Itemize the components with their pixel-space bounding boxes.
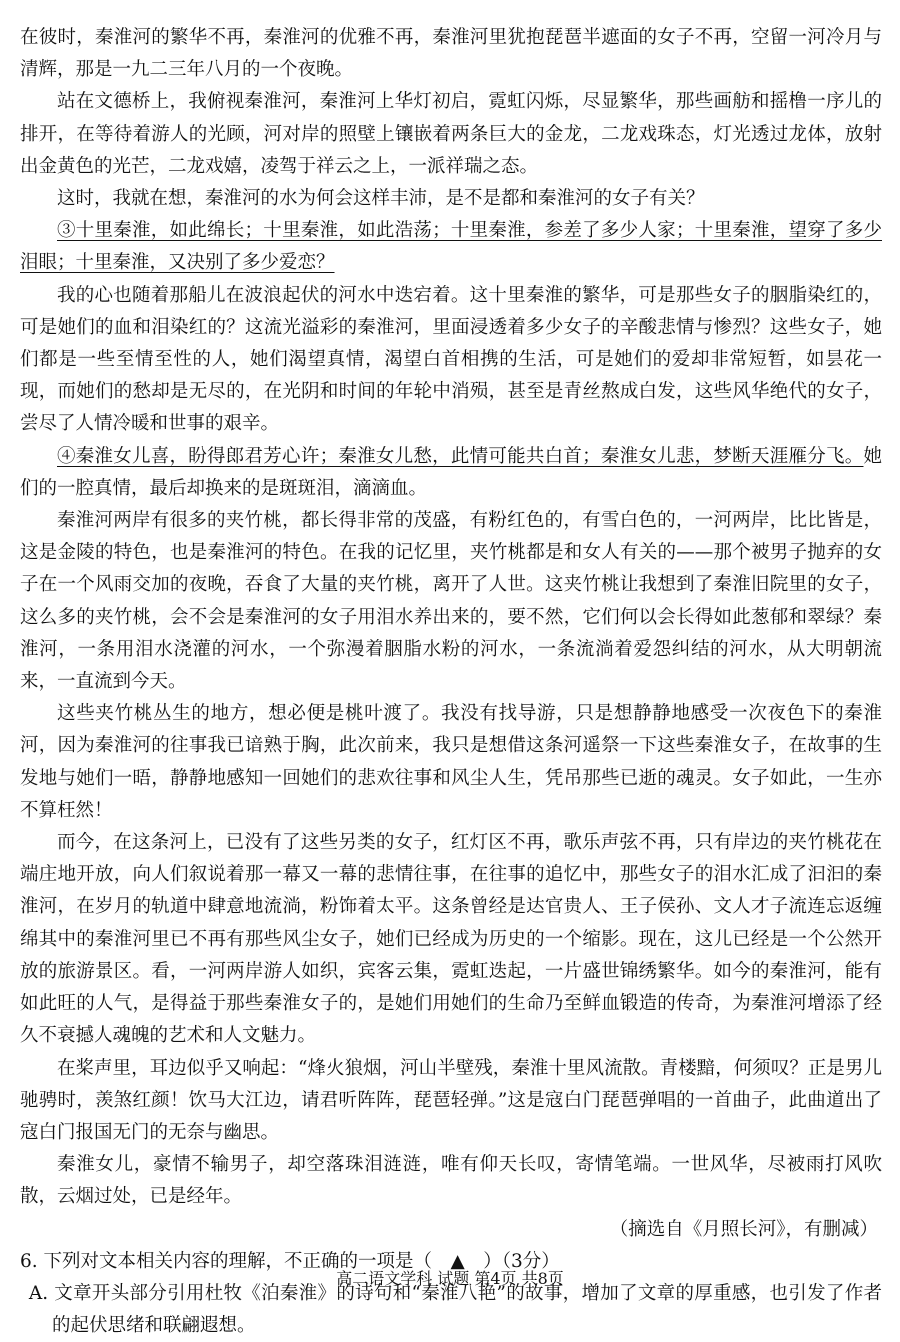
paragraph-text: 在彼时，秦淮河的繁华不再，秦淮河的优雅不再，秦淮河里犹抱琵琶半遮面的女子不再，空留一河冷月与清辉，那是一九二三年八月的一个夜晚。 [20, 27, 882, 81]
article-paragraph [20, 698, 882, 827]
article-paragraph [20, 215, 882, 279]
paragraph-text: 秦淮女儿，豪情不输男子，却空落珠泪涟涟，唯有仰天长叹，寄情笔端。一世风华，尽被雨打风吹散，云烟过处，已是经年。 [20, 1154, 882, 1208]
paragraph-text: 我的心也随着那船儿在波浪起伏的河水中迭宕着。这十里秦淮的繁华，可是那些女子的胭脂染红的，可是她们的血和泪染红的？这流光溢彩的秦淮河，里面浸透着多少女子的辛酸悲情与惨烈？这些女子，她们都是一些至情至性的人，她们渴望真情，渴望白首相携的生活，可是她们的爱却非常短暂，如昙花一现，而她们的愁却是无尽的，在光阴和时间的年轮中消殒，甚至是青丝熬成白发，这些风华绝代的女子，尝尽了人情冷暖和世事的艰辛。 [20, 284, 882, 435]
paragraph-text: 她们的一腔真情，最后却换来的是斑斑泪，滴滴血。 [20, 445, 882, 499]
article-paragraph [20, 183, 882, 215]
paragraph-text: 站在文德桥上，我俯视秦淮河，秦淮河上华灯初启，霓虹闪烁，尽显繁华，那些画舫和摇橹一序儿的排开，在等待着游人的光顾，河对岸的照壁上镶嵌着两条巨大的金龙，二龙戏珠态，灯光透过龙体，放射出金黄色的光芒，二龙戏嬉，凌驾于祥云之上，一派祥瑞之态。 [20, 91, 882, 177]
underlined-sentence: ③十里秦淮，如此绵长；十里秦淮，如此浩荡；十里秦淮，参差了多少人家；十里秦淮，望穿了多少泪眼；十里秦淮，又决别了多少爱恋？ [20, 220, 882, 274]
page-footer: 高二语文学科 试题 第4页 共8页 [336, 1269, 564, 1288]
paragraph-text: 而今，在这条河上，已没有了这些另类的女子，红灯区不再，歌乐声弦不再，只有岸边的夹竹桃花在端庄地开放，向人们叙说着那一幕又一幕的悲情往事，在往事的追忆中，那些女子的泪水汇成了汩汩的秦淮河，在岁月的轨道中肆意地流淌，粉饰着太平。这条曾经是达官贵人、王子侯孙、文人才子流连忘返缠绵其中的秦淮河里已不再有那些风尘女子，她们已经成为历史的一个缩影。现在，这儿已经是一个公然开放的旅游景区。看，一河两岸游人如织，宾客云集，霓虹迭起，一片盛世锦绣繁华。如今的秦淮河，能有如此旺的人气，是得益于那些秦淮女子的，是她们用她们的生命乃至鲜血锻造的传奇，为秦淮河增添了经久不衰撼人魂魄的艺术和人文魅力。 [20, 832, 882, 1047]
paragraph-text: 这时，我就在想，秦淮河的水为何会这样丰沛，是不是都和秦淮河的女子有关？ [57, 188, 705, 210]
article-paragraph [20, 441, 882, 505]
article-paragraph [20, 1053, 882, 1150]
article-paragraph [20, 22, 882, 86]
article-paragraph [20, 505, 882, 698]
paragraph-text: 秦淮河两岸有很多的夹竹桃，都长得非常的茂盛，有粉红色的，有雪白色的，一河两岸，比比皆是，这是金陵的特色，也是秦淮河的特色。在我的记忆里，夹竹桃都是和女人有关的——那个被男子抛弃的女子在一个风雨交加的夜晚，吞食了大量的夹竹桃，离开了人世。这夹竹桃让我想到了秦淮旧院里的女子，这么多的夹竹桃，会不会是秦淮河的女子用泪水养出来的，要不然，它们何以会长得如此葱郁和翠绿？秦淮河，一条用泪水浇灌的河水，一个弥漫着胭脂水粉的河水，一条流淌着爱怨纠结的河水，从大明朝流来，一直流到今天。 [20, 510, 882, 693]
question-6-stem: 6. 下列对文本相关内容的理解，不正确的一项是（ ▲ ）（3分） [20, 1250, 560, 1272]
question-6-option-a: A. 文章开头部分引用杜牧《泊秦淮》的诗句和“秦淮八艳”的故事，增加了文章的厚重感，也引发了作者的起伏思绪和联翩遐想。 [28, 1282, 882, 1337]
paragraph-text: 这些夹竹桃丛生的地方，想必便是桃叶渡了。我没有找导游，只是想静静地感受一次夜色下的秦淮河，因为秦淮河的往事我已谙熟于胸，此次前来，我只是想借这条河遥祭一下这些秦淮女子，在故事的生发地与她们一晤，静静地感知一回她们的悲欢往事和风尘人生，凭吊那些已逝的魂灵。女子如此，一生亦不算枉然！ [20, 703, 882, 821]
article-paragraph [20, 280, 882, 441]
article-paragraph [20, 86, 882, 183]
article-paragraph [20, 1149, 882, 1213]
underlined-sentence: ④秦淮女儿喜，盼得郎君芳心许；秦淮女儿愁，此情可能共白首；秦淮女儿悲，梦断天涯雁分飞。 [57, 445, 864, 467]
article-body [20, 22, 882, 1214]
source-citation: （摘选自《月照长河》，有删减） [609, 1218, 878, 1240]
paragraph-text: 在桨声里，耳边似乎又响起：“烽火狼烟，河山半壁残，秦淮十里风流散。青楼黯，何须叹？正是男儿驰骋时，羡煞红颜！饮马大江边，请君听阵阵，琵琶轻弹。”这是寇白门琵琶弹唱的一首曲子，此曲道出了寇白门报国无门的无奈与幽思。 [20, 1057, 882, 1143]
article-paragraph [20, 827, 882, 1052]
